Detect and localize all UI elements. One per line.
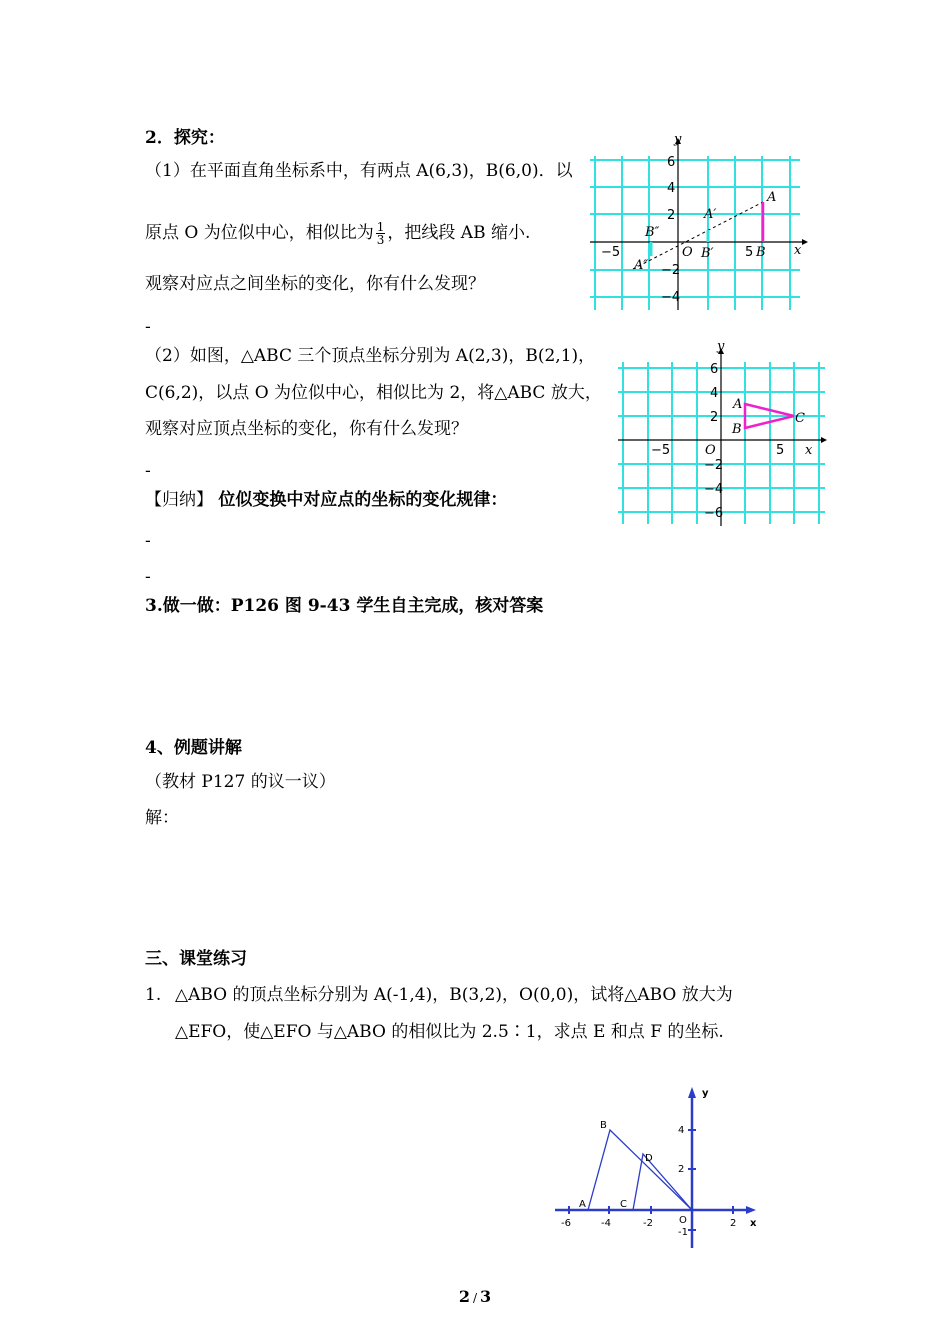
practice-line1: △ABO 的顶点坐标分别为 A(-1,4)，B(3,2)，O(0,0)，试将△ABO 放大为 (175, 985, 733, 1005)
graph3-y-label: y (702, 1088, 709, 1099)
graph1-ytick-neg2: −2 (661, 263, 681, 278)
graph3-coordinate-plane (550, 1082, 775, 1252)
graph2-x-label: x (805, 443, 813, 458)
graph2-ytick-4: 4 (710, 386, 719, 401)
graph2-point-b: B (732, 422, 742, 437)
section3-heading: 3.做一做：P126 图 9-43 学生自主完成，核对答案 (145, 596, 544, 616)
practice-heading: 三、课堂练习 (145, 949, 247, 969)
graph2-ytick-2: 2 (710, 410, 719, 425)
summary-label: 【归纳】 (145, 490, 213, 510)
graph3-point-a: A (579, 1199, 586, 1210)
q1-line2-b: ，把线段 AB 缩小. (387, 223, 531, 243)
practice-item-num: 1. (145, 985, 162, 1005)
graph3-x-label: x (750, 1218, 757, 1229)
q2-line3: 观察对应顶点坐标的变化，你有什么发现？ (145, 419, 468, 439)
fraction-denominator: 3 (376, 233, 385, 247)
page-number (0, 1286, 950, 1309)
graph3-ytick-4: 4 (678, 1125, 685, 1136)
graph1-ytick-6: 6 (667, 155, 676, 170)
graph3-x-arrow (746, 1206, 756, 1214)
section4-line1: （教材 P127 的议一议） (145, 772, 336, 792)
graph3-xtick-2: 2 (730, 1218, 737, 1229)
graph2-ytick-neg6: −6 (704, 506, 724, 521)
ratio-fraction (376, 221, 386, 246)
section4-line2: 解： (145, 808, 179, 828)
graph3-point-d: D (645, 1153, 653, 1164)
page-separator: / (472, 1291, 478, 1305)
graph2-coordinate-plane (615, 338, 830, 528)
graph1-ytick-4: 4 (667, 181, 676, 196)
section4-heading: 4、例题讲解 (145, 738, 242, 758)
graph2-origin-label: O (705, 443, 716, 458)
graph3-ytick-neg1: -1 (678, 1227, 688, 1238)
graph1-x-arrow (802, 239, 808, 245)
q1-line2 (145, 221, 530, 246)
graph2-point-c: C (795, 411, 805, 426)
q1-line2-a: 原点 O 为位似中心，相似比为 (145, 223, 374, 243)
graph3-xtick-neg2: -2 (643, 1218, 653, 1229)
graph1-point-a-double-prime: A″ (634, 258, 649, 273)
graph3-y-arrow (688, 1087, 696, 1098)
graph1-point-b-double-prime: B″ (645, 225, 660, 240)
graph2-x-arrow (821, 437, 827, 443)
q1-line1: （1）在平面直角坐标系中，有两点 A(6,3)，B(6,0)．以 (145, 161, 573, 181)
page-current: 2 (458, 1287, 470, 1306)
summary-text: 位似变换中对应点的坐标的变化规律： (218, 490, 508, 510)
q1-line3: 观察对应点之间坐标的变化，你有什么发现？ (145, 274, 485, 294)
dash-2: - (145, 461, 151, 481)
graph3-point-c: C (620, 1199, 627, 1210)
graph2-xtick-neg5: −5 (651, 443, 671, 458)
graph1-point-b: B (756, 245, 766, 260)
fraction-numerator: 1 (376, 220, 385, 234)
q2-line2: C(6,2)，以点 O 为位似中心，相似比为 2，将△ABC 放大， (145, 383, 602, 403)
graph1-ytick-neg4: −4 (661, 290, 681, 305)
graph3-ytick-2: 2 (678, 1164, 685, 1175)
graph1-ytick-2: 2 (667, 208, 676, 223)
dash-4: - (145, 567, 151, 587)
graph2-point-a: A (733, 397, 743, 412)
graph3-point-b: B (600, 1120, 607, 1131)
graph3-xtick-neg4: -4 (601, 1218, 611, 1229)
graph1-point-a: A (767, 190, 777, 205)
summary (145, 489, 507, 511)
page-total: 3 (480, 1287, 492, 1306)
practice-line2: △EFO，使△EFO 与△ABO 的相似比为 2.5∶1，求点 E 和点 F 的坐标. (175, 1022, 724, 1042)
graph3-origin-label: O (679, 1215, 687, 1226)
q2-line1: （2）如图，△ABC 三个顶点坐标分别为 A(2,3)，B(2,1)， (145, 346, 596, 366)
graph1-point-a-prime: A′ (704, 207, 717, 222)
graph1-xtick-neg5: −5 (601, 245, 621, 260)
dash-1: - (145, 317, 151, 337)
graph2-ytick-neg2: −2 (704, 458, 724, 473)
graph1-grid (590, 156, 800, 310)
section2-heading: 2．探究： (145, 128, 225, 148)
graph2-ytick-6: 6 (710, 362, 719, 377)
graph2-xtick-5: 5 (776, 443, 785, 458)
graph3-xtick-neg6: -6 (561, 1218, 571, 1229)
graph1-point-b-prime: B′ (701, 246, 714, 261)
graph1-y-label: y (674, 132, 682, 147)
graph2-ytick-neg4: −4 (704, 482, 724, 497)
dash-3: - (145, 531, 151, 551)
graph1-x-label: x (794, 243, 802, 258)
graph1-coordinate-plane (590, 130, 805, 310)
graph1-xtick-5: 5 (745, 245, 754, 260)
graph1-origin-label: O (682, 245, 693, 260)
graph2-y-label: y (717, 339, 725, 354)
